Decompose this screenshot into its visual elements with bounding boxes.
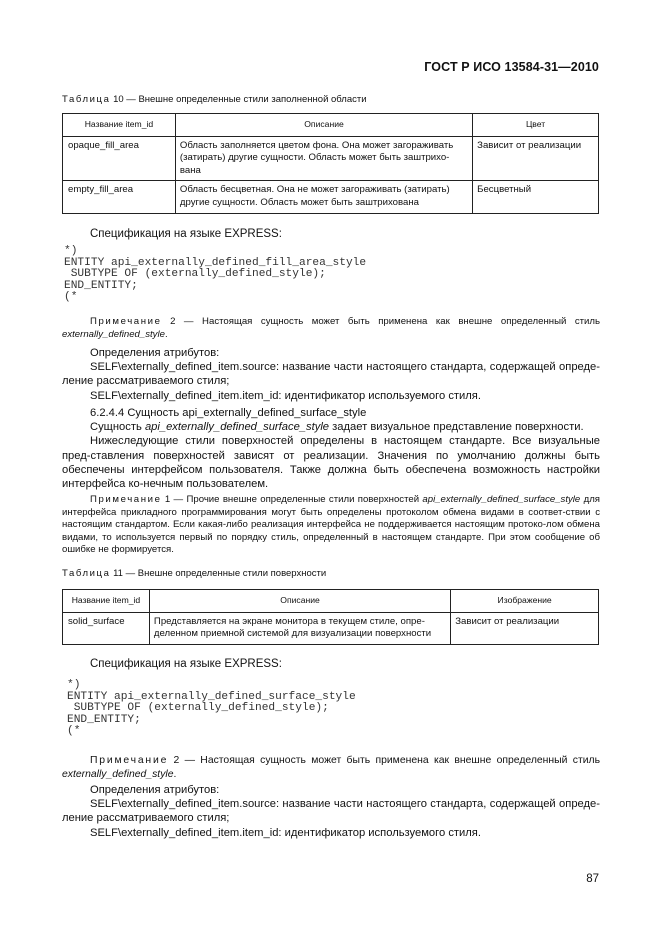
table-10 [62, 113, 599, 214]
note-end: . [164, 328, 168, 340]
note-2-first [62, 316, 600, 341]
paragraph-text: Сущность [90, 421, 145, 434]
document-header: ГОСТ Р ИСО 13584-31—2010 [424, 60, 599, 74]
note-text: 2 — Настоящая сущность может быть применена как внешне определенный стиль [161, 316, 600, 327]
note-text: для интерфейса прикладного программирования могут быть определены протоколом обмена видами в соответ-ствии с настоящим стандартом. Если какая-либо реализация интерфейса не поддерживается настоящим протоко-лом обмена видами, то используется первый по порядку стиль, определенный в настоящем стандарте. При этом сообщение об ошибке не формируется. [62, 494, 601, 556]
express-code-block: *) ENTITY api_externally_defined_fill_area_style SUBTYPE OF (externally_defined_style); END_ENTITY; (* [64, 245, 367, 304]
table-10-caption-text: 10 — Внешне определенные стили заполненной области [110, 94, 367, 105]
table-11-caption-text: 11 — Внешне определенные стили поверхности [110, 568, 327, 579]
attribute-item-id-definition: SELF\externally_defined_item.item_id: идентификатор используемого стиля. [90, 389, 481, 402]
table-header-cell: Название item_id [63, 590, 150, 613]
note-italic-term: externally_defined_style [62, 768, 174, 780]
express-spec-label: Спецификация на языке EXPRESS: [90, 228, 282, 240]
table-10-caption [62, 94, 367, 105]
table-cell: Зависит от реализации [451, 612, 599, 644]
page-number: 87 [586, 873, 599, 885]
table-header-cell: Цвет [473, 114, 599, 137]
attribute-source-definition: SELF\externally_defined_item.source: название части настоящего стандарта, содержащей опреде-ление рассматриваемого стиля; [62, 798, 600, 825]
note-text: 2 — Настоящая сущность может быть применена как внешне определенный стиль [168, 755, 600, 766]
paragraph-italic-term: api_externally_defined_surface_style [144, 421, 330, 434]
note-label: Примечание [90, 755, 169, 766]
table-row [63, 612, 599, 644]
table-cell: empty_fill_area [63, 181, 176, 213]
table-11 [62, 589, 599, 645]
table-header-cell: Описание [149, 590, 450, 613]
section-paragraph-1 [62, 420, 600, 434]
table-cell: Область заполняется цветом фона. Она может загораживать (затирать) другие сущности. Область может быть заштрихо-вана [175, 136, 472, 181]
table-header-cell: Изображение [451, 590, 599, 613]
express-spec-label: Спецификация на языке EXPRESS: [90, 658, 282, 670]
table-cell: Зависит от реализации [473, 136, 599, 181]
table-cell: solid_surface [63, 612, 150, 644]
express-code-block: *) ENTITY api_externally_defined_surface_style SUBTYPE OF (externally_defined_style); END_ENTITY; (* [67, 679, 356, 738]
note-1 [62, 494, 600, 557]
section-paragraph-2: Нижеследующие стили поверхностей определены в настоящем стандарте. Все визуальные пред-ставления поверхностей зависят от реализации. Значения по умолчанию должны быть обеспечены интерфейсом пользователя. Также должна быть обеспечена возможность настройки интерфейса ко-нечным пользователем. [62, 435, 600, 491]
table-header-cell: Описание [175, 114, 472, 137]
table-cell: opaque_fill_area [63, 136, 176, 181]
table-header-row [63, 590, 599, 613]
table-cell: Бесцветный [473, 181, 599, 213]
note-2-second [62, 754, 600, 781]
table-header-row [63, 114, 599, 137]
note-italic-term: externally_defined_style [62, 328, 165, 340]
attribute-definitions-title: Определения атрибутов: [90, 347, 220, 359]
attribute-definitions-1 [62, 346, 600, 403]
note-label: Примечание [90, 494, 162, 505]
table-row [63, 181, 599, 213]
attribute-source-definition: SELF\externally_defined_item.source: название части настоящего стандарта, содержащей опреде-ление рассматриваемого стиля; [62, 361, 600, 388]
section-heading: 6.2.4.4 Сущность api_externally_defined_surface_style [90, 407, 367, 419]
table-cell: Представляется на экране монитора в текущем стиле, опре-деленном приемной системой для визуализации поверхности [149, 612, 450, 644]
table-header-cell: Название item_id [63, 114, 176, 137]
attribute-item-id-definition: SELF\externally_defined_item.item_id: идентификатор используемого стиля. [90, 826, 481, 839]
table-row [63, 136, 599, 181]
note-end: . [173, 768, 177, 780]
note-italic-term: api_externally_defined_surface_style [422, 494, 581, 505]
table-11-caption [62, 568, 326, 579]
attribute-definitions-2 [62, 783, 600, 840]
section-6-2-4-4 [62, 406, 600, 491]
note-label: Примечание [90, 316, 162, 327]
attribute-definitions-title: Определения атрибутов: [90, 784, 220, 796]
note-text: 1 — Прочие внешне определенные стили поверхностей [161, 494, 423, 505]
table-10-caption-word: Таблица [62, 94, 111, 105]
table-11-caption-word: Таблица [62, 568, 111, 579]
table-cell: Область бесцветная. Она не может загораживать (затирать) другие сущности. Область может быть заштрихована [175, 181, 472, 213]
paragraph-text: задает визуальное представление поверхности. [329, 421, 584, 434]
